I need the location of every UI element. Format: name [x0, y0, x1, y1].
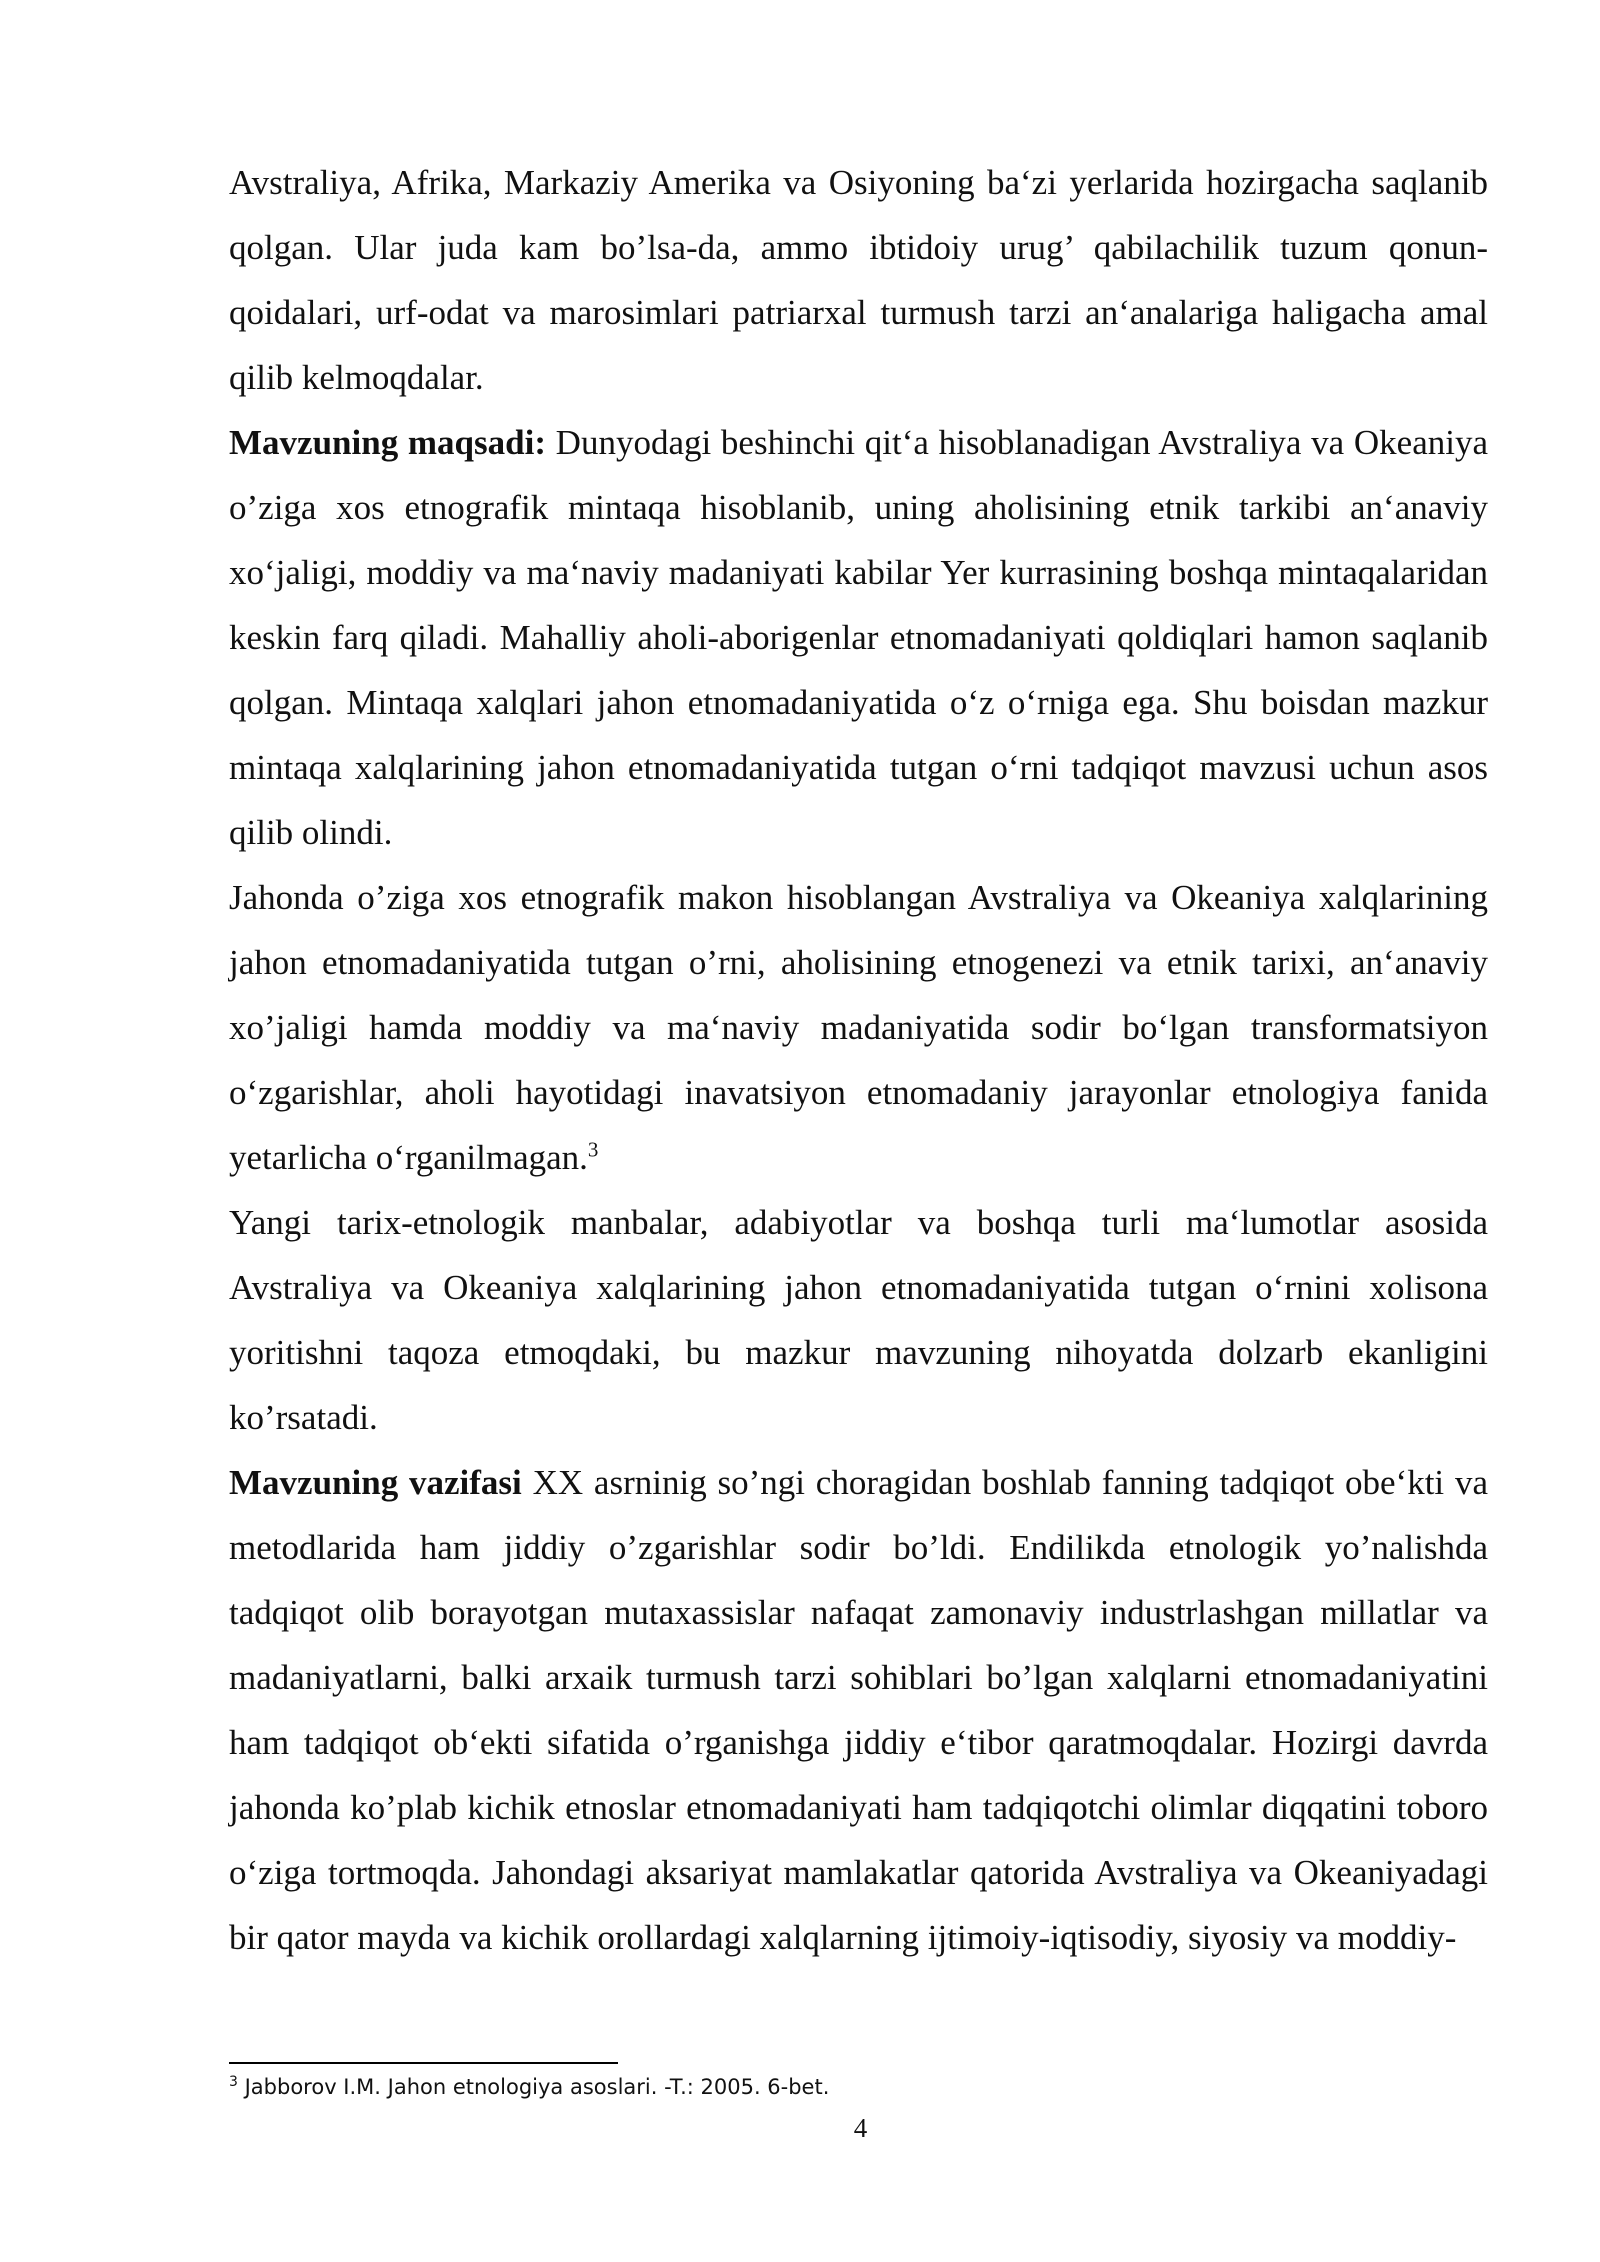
- paragraph-1: [229, 150, 1488, 410]
- paragraph-2-text: Dunyodagi beshinchi qit‘a hisoblanadigan Avstraliya va Okeaniya o’ziga xos etnografik mintaqa hisoblanib, uning aholisining etnik tarkibi an‘anaviy xo‘jaligi, moddiy va ma‘naviy madaniyati kabilar Yer kurrasining boshqa mintaqalaridan keskin farq qiladi. Mahalliy aholi-aborigenlar etnomadaniyati qoldiqlari hamon saqlanib qolgan. Mintaqa xalqlari jahon etnomadaniyatida o‘z o‘rniga ega. Shu boisdan mazkur mintaqa xalqlarining jahon etnomadaniyatida tutgan o‘rni tadqiqot mavzusi uchun asos qilib olindi.: [229, 423, 1488, 852]
- body-text: [229, 150, 1488, 1970]
- paragraph-5: [229, 1450, 1488, 1970]
- paragraph-5-heading: Mavzuning vazifasi: [229, 1463, 522, 1502]
- page-number: 4: [853, 2113, 868, 2143]
- footnote: [229, 2072, 1488, 2102]
- footnote-number: 3: [229, 2074, 238, 2090]
- paragraph-4-text: Yangi tarix-etnologik manbalar, adabiyotlar va boshqa turli ma‘lumotlar asosida Avstraliya va Okeaniya xalqlarining jahon etnomadaniyatida tutgan o‘rnini xolisona yoritishni taqoza etmoqdaki, bu mazkur mavzuning nihoyatda dolzarb ekanligini ko’rsatadi.: [229, 1203, 1488, 1437]
- footnote-text: Jabborov I.M. Jahon etnologiya asoslari. -T.: 2005. 6-bet.: [237, 2075, 830, 2099]
- paragraph-3-text: Jahonda o’ziga xos etnografik makon hisoblangan Avstraliya va Okeaniya xalqlarining jahon etnomadaniyatida tutgan o’rni, aholisining etnogenezi va etnik tarixi, an‘anaviy xo’jaligi hamda moddiy va ma‘naviy madaniyatida sodir bo‘lgan transformatsiyon o‘zgarishlar, aholi hayotidagi inavatsiyon etnomadaniy jarayonlar etnologiya fanida yetarlicha o‘rganilmagan.: [229, 878, 1488, 1177]
- paragraph-2-heading: Mavzuning maqsadi:: [229, 423, 546, 462]
- footnote-separator: [229, 2062, 618, 2064]
- paragraph-3: [229, 865, 1488, 1190]
- footnote-reference[interactable]: 3: [587, 1137, 599, 1162]
- paragraph-1-text: Avstraliya, Afrika, Markaziy Amerika va Osiyoning ba‘zi yerlarida hozirgacha saqlanib qolgan. Ular juda kam bo’lsa-da, ammo ibtidoiy urug’ qabilachilik tuzum qonun-qoidalari, urf-odat va marosimlari patriarxal turmush tarzi an‘analariga haligacha amal qilib kelmoqdalar.: [229, 163, 1488, 397]
- paragraph-5-text: XX asrninig so’ngi choragidan boshlab fanning tadqiqot obe‘kti va metodlarida ham jiddiy o’zgarishlar sodir bo’ldi. Endilikda etnologik yo’nalishda tadqiqot olib borayotgan mutaxassislar nafaqat zamonaviy industrlashgan millatlar va madaniyatlarni, balki arxaik turmush tarzi sohiblari bo’lgan xalqlarni etnomadaniyatini ham tadqiqot ob‘ekti sifatida o’rganishga jiddiy e‘tibor qaratmoqdalar. Hozirgi davrda jahonda ko’plab kichik etnoslar etnomadaniyati ham tadqiqotchi olimlar diqqatini toboro o‘ziga tortmoqda. Jahondagi aksariyat mamlakatlar qatorida Avstraliya va Okeaniyadagi bir qator mayda va kichik orollardagi xalqlarning ijtimoiy-iqtisodiy, siyosiy va moddiy-: [229, 1463, 1489, 1957]
- paragraph-4: [229, 1190, 1488, 1450]
- paragraph-2: [229, 410, 1488, 865]
